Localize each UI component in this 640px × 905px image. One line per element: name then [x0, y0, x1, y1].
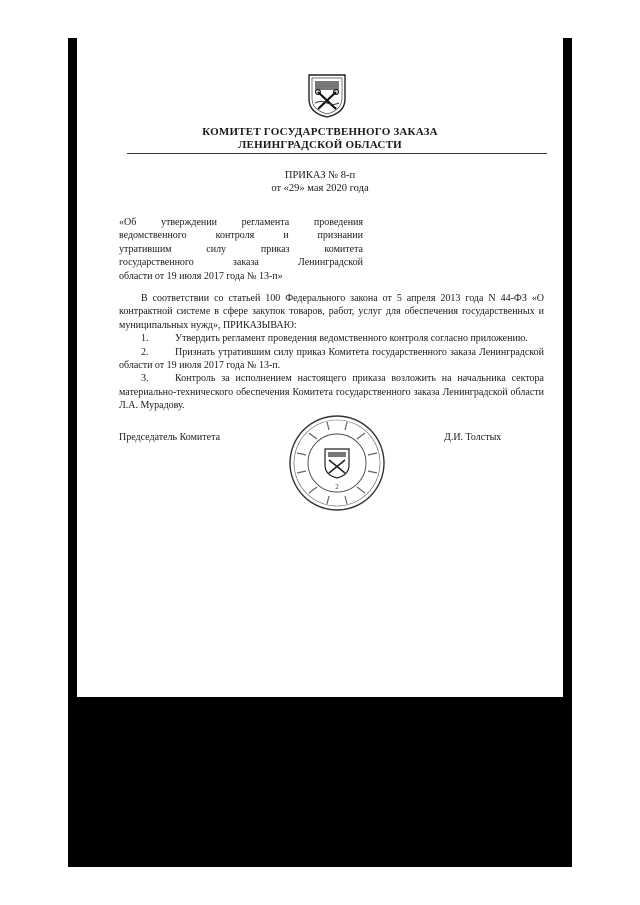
order-date: от «29» мая 2020 года	[271, 183, 369, 194]
scan-border-left	[68, 38, 77, 698]
scan-dark-area	[68, 697, 572, 867]
subject-line: области от 19 июля 2017 года № 13-п»	[119, 270, 283, 282]
subject-line: ведомственного контроля и признании	[119, 230, 363, 242]
item-number: 3.	[141, 373, 149, 385]
subject-line: государственного заказа Ленинградской	[119, 257, 363, 269]
document-page	[77, 38, 563, 697]
order-item-2	[119, 346, 544, 373]
coat-of-arms-icon	[307, 73, 347, 119]
header-divider	[127, 153, 547, 154]
order-body	[119, 292, 544, 413]
org-name-line-2: ЛЕНИНГРАДСКОЙ ОБЛАСТИ	[238, 139, 402, 151]
order-number: ПРИКАЗ № 8-п	[284, 170, 356, 181]
seal-center-mark: 2	[335, 483, 339, 491]
subject-line: утратившим силу приказ комитета	[119, 243, 363, 255]
official-round-seal-icon	[287, 413, 387, 513]
item-number: 2.	[141, 346, 149, 358]
order-item-3	[119, 372, 544, 412]
order-heading	[77, 169, 563, 195]
subject-line: «Об утверждении регламента проведения	[119, 217, 363, 228]
item-text: Утвердить регламент проведения ведомственного контроля согласно приложению.	[175, 333, 528, 345]
scan-border-right	[563, 38, 572, 698]
item-number: 1.	[141, 333, 149, 345]
issuing-authority	[77, 126, 563, 152]
item-text: Признать утратившим силу приказ Комитета государственного заказа Ленинградской области от 19 июля 2017 года № 13-п.	[119, 346, 544, 372]
order-subject	[119, 216, 363, 283]
preamble: В соответствии со статьей 100 Федерального закона от 5 апреля 2013 года N 44-ФЗ «О контрактной системе в сфере закупок товаров, работ, услуг для обеспечения государственных и муниципальных нужд», ПРИКАЗЫВАЮ:	[119, 293, 544, 331]
signer-name: Д.И. Толстых	[444, 432, 502, 443]
item-text: Контроль за исполнением настоящего приказа возложить на начальника сектора материально-технического обеспечения Комитета государственного заказа Ленинградской области Л.А. Мурадову.	[119, 373, 544, 412]
signer-position: Председатель Комитета	[119, 432, 221, 443]
org-name-line-1: КОМИТЕТ ГОСУДАРСТВЕННОГО ЗАКАЗА	[202, 126, 438, 138]
order-item-1	[119, 332, 544, 345]
